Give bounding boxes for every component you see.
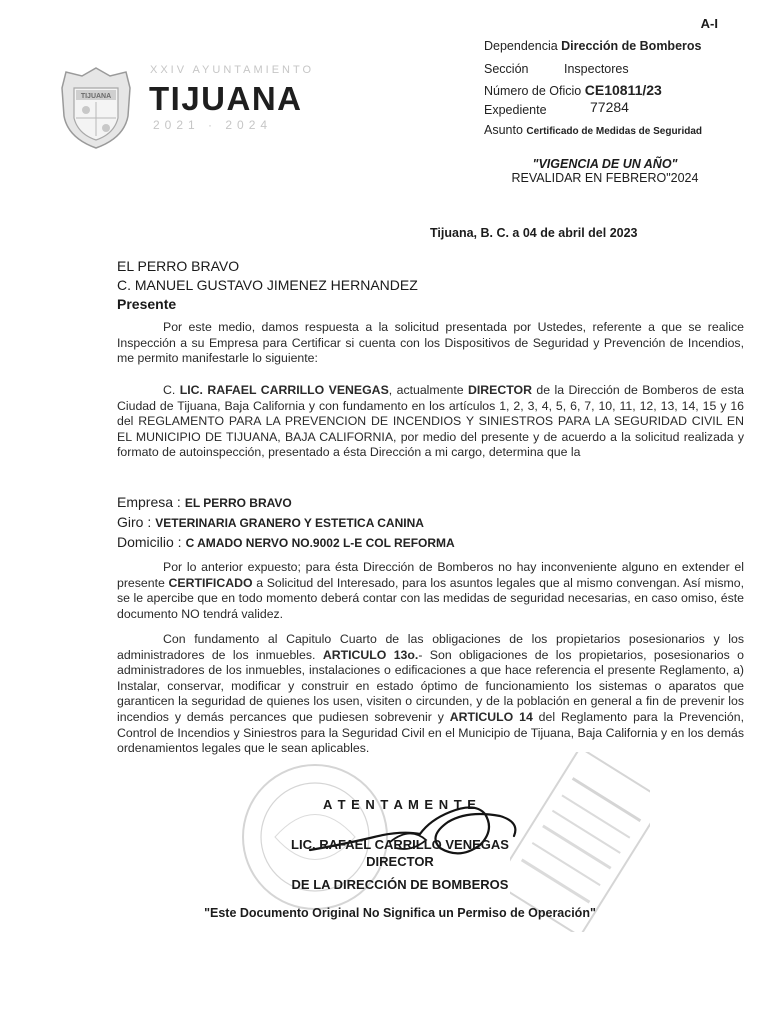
meta-oficio-value: CE10811/23 <box>584 82 662 98</box>
meta-seccion-label: Sección <box>484 62 529 76</box>
form-code: A-I <box>700 16 718 31</box>
field-empresa-label: Empresa : <box>117 494 181 510</box>
addressee-name: C. MANUEL GUSTAVO JIMENEZ HERNANDEZ <box>117 277 418 293</box>
meta-expediente-value: 77284 <box>590 99 629 115</box>
meta-seccion <box>484 62 528 76</box>
field-giro-value: VETERINARIA GRANERO Y ESTETICA CANINA <box>155 516 424 530</box>
meta-asunto-label: Asunto <box>484 123 523 137</box>
meta-dependencia-label: Dependencia <box>484 39 558 53</box>
field-domicilio-value: C AMADO NERVO NO.9002 L-E COL REFORMA <box>185 536 455 550</box>
meta-dependencia-value: Dirección de Bomberos <box>561 39 702 53</box>
field-giro <box>117 514 424 530</box>
meta-dependencia <box>484 39 701 53</box>
seal-text: TIJUANA <box>80 93 112 100</box>
signer-title: DIRECTOR <box>366 854 434 869</box>
date-line: Tijuana, B. C. a 04 de abril del 2023 <box>430 226 638 240</box>
logo-city-name: TIJUANA <box>149 80 303 117</box>
field-domicilio-label: Domicilio : <box>117 534 182 550</box>
paragraph-director <box>117 383 744 461</box>
signer-name: LIC. RAFAEL CARRILLO VENEGAS <box>291 837 509 852</box>
para3-text-b: a Solicitud del Interesado, para los asuntos legales que al mismo convengan. Así mismo, se le apercibe que en todo momento deberá contar con las medidas de seguridad necesarias, en caso omiso, éste documento NO tendrá validez. <box>117 575 744 621</box>
paragraph-intro <box>117 320 744 367</box>
articulo-14: ARTICULO 14 <box>449 709 533 724</box>
paragraph-fundamento <box>117 632 744 757</box>
para2-text-b: , actualmente <box>388 383 468 397</box>
meta-asunto <box>484 123 702 137</box>
para3-text-a: Por lo anterior expuesto; para ésta Dirección de Bomberos no hay inconveniente alguno en extender el presente <box>117 560 744 590</box>
logo-arc-text: XXIV AYUNTAMIENTO <box>150 64 315 76</box>
meta-oficio <box>484 82 662 98</box>
meta-asunto-value: Certificado de Medidas de Seguridad <box>526 126 702 137</box>
articulo-13: ARTICULO 13o. <box>322 647 419 662</box>
director-role-inline: DIRECTOR <box>468 383 532 397</box>
para2-text-a: C. <box>163 383 180 397</box>
para2-text-c: de la Dirección de Bomberos de esta Ciudad de Tijuana, Baja California y con fundamento en los artículos 1, 2, 3, 4, 5, 6, 7, 10, 11, 12, 13, 14, 15 y 16 del REGLAMENTO PARA LA PREVENCION DE INCENDIOS Y SINIESTROS PARA LA SEGURIDAD CIVIL EN EL MUNICIPIO DE TIJUANA, BAJA CALIFORNIA, por medio del presente y de acuerdo a la solicitud realizada y formato de autoinspección, presentado a ésta Dirección a mi cargo, determina que la <box>117 383 744 460</box>
meta-expediente-label: Expediente <box>484 103 547 117</box>
vigencia-line1: "VIGENCIA DE UN AÑO" <box>532 157 678 171</box>
closing-atentamente: A T E N T A M E N T E <box>323 797 477 812</box>
para4-text-a: Con fundamento al Capitulo Cuarto de las obligaciones de los propietarios posesionarios y los administradores de los inmuebles. <box>117 632 744 662</box>
vigencia-line2: REVALIDAR EN FEBRERO"2024 <box>511 171 699 185</box>
logo-years: 2021 · 2024 <box>153 118 273 132</box>
field-empresa <box>117 494 292 510</box>
city-seal-logo <box>56 64 136 152</box>
field-empresa-value: EL PERRO BRAVO <box>184 496 292 510</box>
addressee-company: EL PERRO BRAVO <box>117 258 240 274</box>
para4-text-b: - Son obligaciones de los propietarios, posesionarios o administradores de los inmuebles, instalaciones o edificaciones a que hace referencia el presente Reglamento, a) Instalar, conservar, modificar y construir en estado óptimo de funcionamiento los sistemas o aparatos que garanticen la seguridad de quienes los usen, visiten o circunden, y de la población en general a fin de prevenir los incendios y demás percances que pudiesen sobrevenir y <box>117 647 744 724</box>
para4-text-c: del Reglamento para la Prevención, Control de Incendios y Siniestros para la Seguridad Civil en el Municipio de Tijuana, Baja California y en los demás ordenamientos legales que le sean aplicables. <box>117 709 744 756</box>
meta-expediente <box>484 103 547 117</box>
meta-seccion-value: Inspectores <box>564 62 629 76</box>
paragraph-intro-text: Por este medio, damos respuesta a la solicitud presentada por Ustedes, referente a que se realice Inspección a su Empresa para Certificar si cuenta con los Dispositivos de Seguridad y Prevención de Incendios, me permito manifestarle lo siguiente: <box>117 320 744 366</box>
addressee-presente: Presente <box>117 296 177 312</box>
field-domicilio <box>117 534 455 550</box>
meta-oficio-label: Número de Oficio <box>484 84 582 98</box>
field-giro-label: Giro : <box>117 514 152 530</box>
paragraph-certificado <box>117 560 744 622</box>
disclaimer-note: "Este Documento Original No Significa un Permiso de Operación" <box>204 906 596 920</box>
director-name-inline: LIC. RAFAEL CARRILLO VENEGAS <box>179 383 389 397</box>
signer-department: DE LA DIRECCIÓN DE BOMBEROS <box>291 877 509 892</box>
certificado-word: CERTIFICADO <box>168 575 253 590</box>
